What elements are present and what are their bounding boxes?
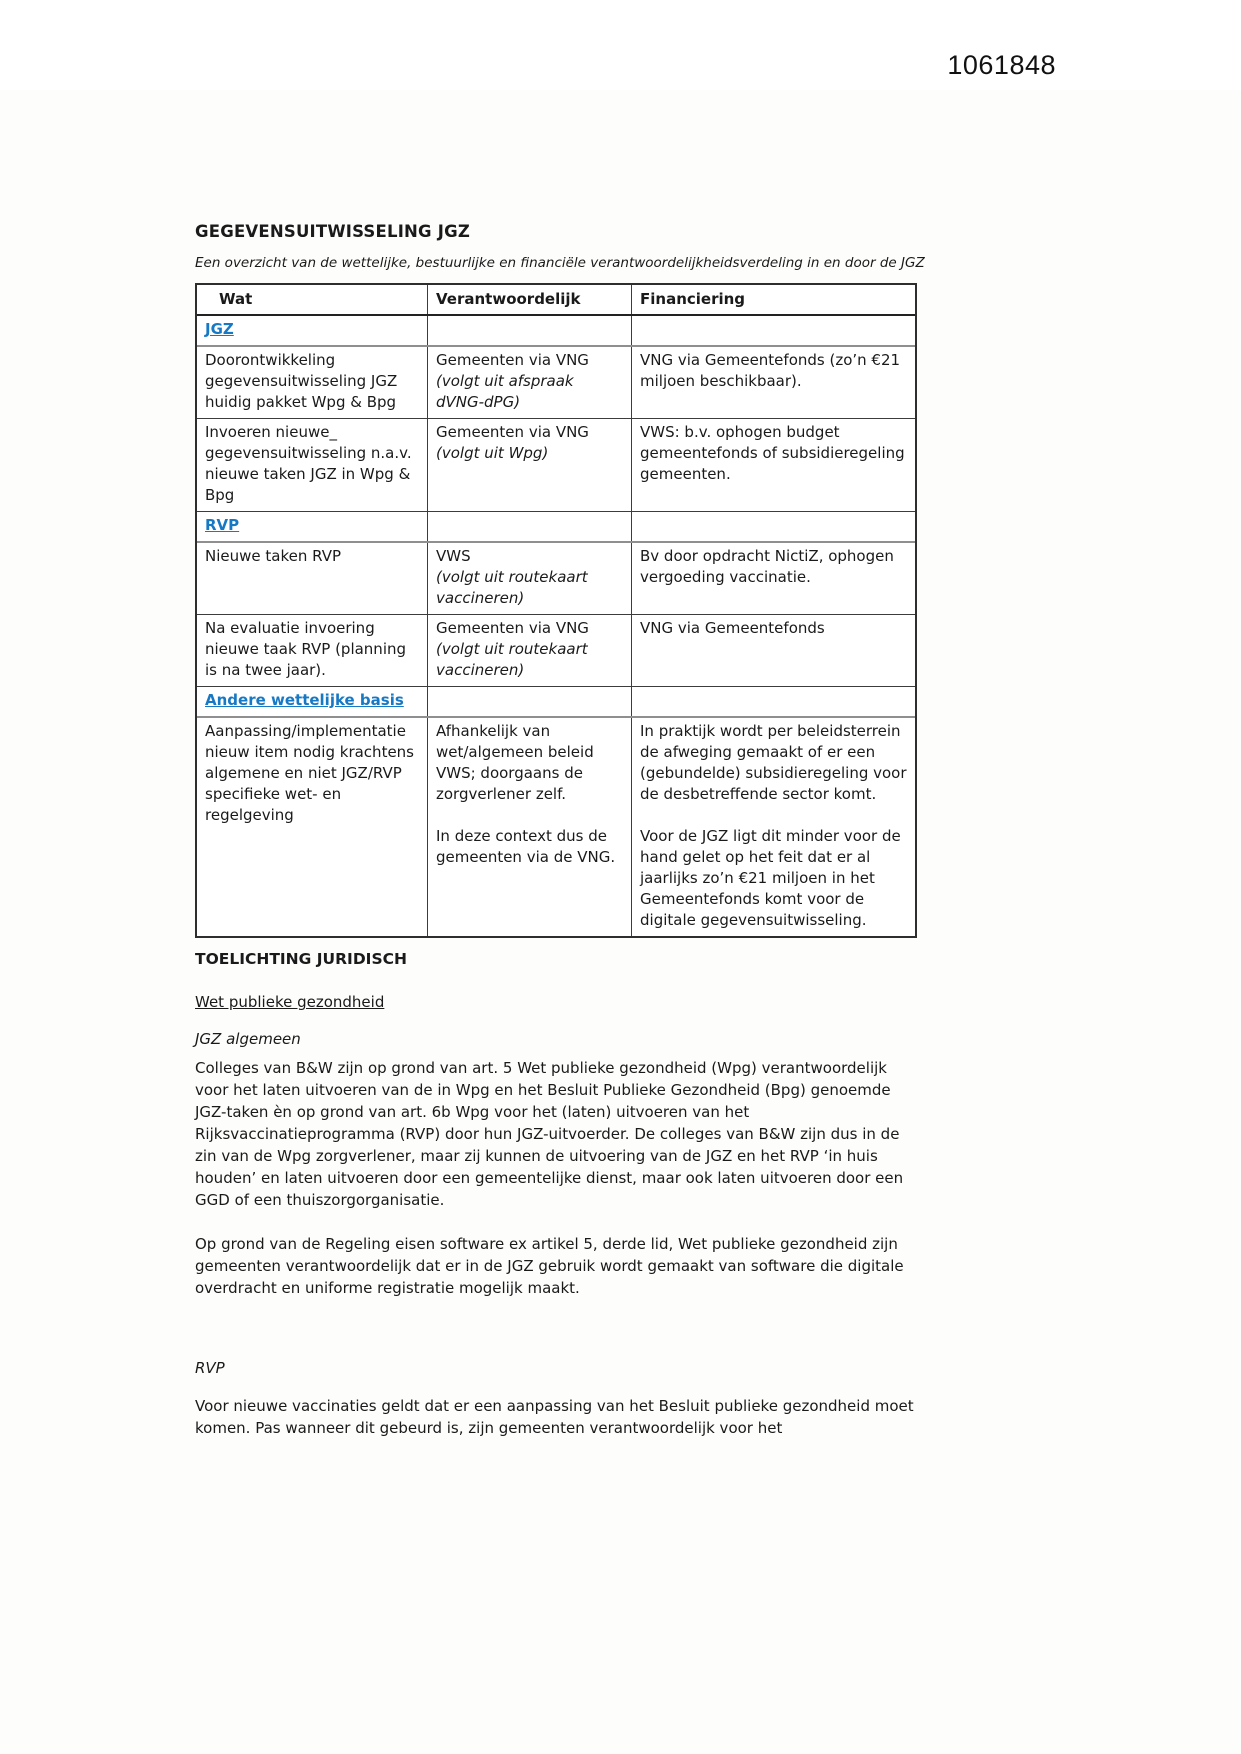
doc-title: GEGEVENSUITWISSELING JGZ [195, 222, 470, 241]
cell-verantwoordelijk [428, 419, 632, 511]
empty-cell [428, 687, 632, 716]
header-wat: Wat [197, 285, 428, 314]
cell-wat: Na evaluatie invoering nieuwe taak RVP (planning is na twee jaar). [197, 615, 428, 686]
responsibilities-table [195, 283, 917, 938]
verantwoordelijk-main: VWS [436, 547, 471, 565]
verantwoordelijk-note: (volgt uit routekaart vaccineren) [436, 640, 588, 679]
wet-publieke-gezondheid-heading: Wet publieke gezondheid [195, 993, 385, 1011]
verantwoordelijk-main: Gemeenten via VNG [436, 619, 589, 637]
paragraph-regeling-software: Op grond van de Regeling eisen software ex artikel 5, derde lid, Wet publieke gezondheid zijn gemeenten verantwoordelijk dat er in de JGZ gebruik wordt gemaakt van software die digitale overdracht en uniforme registratie mogelijk maakt. [195, 1235, 904, 1297]
cell-financiering: VNG via Gemeentefonds [640, 619, 825, 637]
section-row-rvp [197, 512, 915, 543]
table-row [197, 419, 915, 512]
cell-verantwoordelijk [428, 615, 632, 686]
verantwoordelijk-note: (volgt uit afspraak dVNG-dPG) [436, 372, 574, 411]
table-row [197, 615, 915, 687]
cell-wat: Nieuwe taken RVP [197, 543, 428, 614]
cell-financiering: VWS: b.v. ophogen budget gemeentefonds of subsidieregeling gemeenten. [640, 423, 905, 483]
empty-cell [632, 687, 915, 716]
cell-wat: Aanpassing/implementatie nieuw item nodig krachtens algemene en niet JGZ/RVP specifieke wet- en regelgeving [197, 718, 428, 936]
page-number: 1061848 [947, 50, 1056, 80]
section-label: JGZ [205, 320, 234, 338]
table-row [197, 718, 915, 936]
empty-cell [632, 512, 915, 541]
cell-verantwoordelijk [428, 718, 632, 936]
verantwoordelijk-paragraph-2: In deze context dus de gemeenten via de VNG. [436, 827, 616, 866]
cell-wat: Invoeren nieuwe_ gegevensuitwisseling n.a.v. nieuwe taken JGZ in Wpg & Bpg [197, 419, 428, 511]
empty-cell [428, 316, 632, 345]
header-verantwoordelijk: Verantwoordelijk [428, 285, 632, 314]
cell-verantwoordelijk [428, 347, 632, 418]
jgz-algemeen-subheading: JGZ algemeen [195, 1030, 301, 1048]
section-row-jgz [197, 316, 915, 347]
verantwoordelijk-note: (volgt uit routekaart vaccineren) [436, 568, 588, 607]
section-row-andere-wettelijke-basis [197, 687, 915, 718]
paragraph-rvp: Voor nieuwe vaccinaties geldt dat er een aanpassing van het Besluit publieke gezondheid moet komen. Pas wanneer dit gebeurd is, zijn gemeenten verantwoordelijk voor het [195, 1397, 914, 1437]
verantwoordelijk-note: (volgt uit Wpg) [436, 444, 549, 462]
cell-financiering: Bv door opdracht NictiZ, ophogen vergoeding vaccinatie. [640, 547, 894, 586]
empty-cell [632, 316, 915, 345]
cell-wat: Doorontwikkeling gegevensuitwisseling JGZ huidig pakket Wpg & Bpg [197, 347, 428, 418]
table-row [197, 347, 915, 419]
table-row [197, 543, 915, 615]
empty-cell [428, 512, 632, 541]
verantwoordelijk-paragraph-1: Afhankelijk van wet/algemeen beleid VWS; doorgaans de zorgverlener zelf. [436, 722, 594, 803]
doc-subtitle: Een overzicht van de wettelijke, bestuurlijke en financiële verantwoordelijkheidsverdeling in en door de JGZ [195, 255, 925, 271]
cell-financiering: VNG via Gemeentefonds (zo’n €21 miljoen beschikbaar). [640, 351, 901, 390]
toelichting-heading: TOELICHTING JURIDISCH [195, 950, 407, 968]
header-financiering: Financiering [640, 290, 746, 308]
financiering-paragraph-2: Voor de JGZ ligt dit minder voor de hand gelet op het feit dat er al jaarlijks zo’n €21 miljoen in het Gemeentefonds komt voor de digitale gegevensuitwisseling. [640, 827, 901, 929]
section-label: Andere wettelijke basis [205, 691, 404, 709]
financiering-paragraph-1: In praktijk wordt per beleidsterrein de afweging gemaakt of er een (gebundelde) subsidieregeling voor de desbetreffende sector komt. [640, 722, 907, 803]
verantwoordelijk-main: Gemeenten via VNG [436, 351, 589, 369]
rvp-subheading: RVP [195, 1359, 225, 1377]
cell-financiering [632, 718, 915, 936]
paragraph-jgz-algemeen: Colleges van B&W zijn op grond van art. 5 Wet publieke gezondheid (Wpg) verantwoordelijk voor het laten uitvoeren van de in Wpg en het Besluit Publieke Gezondheid (Bpg) genoemde JGZ-taken èn op grond van art. 6b Wpg voor het (laten) uitvoeren van het Rijksvaccinatieprogramma (RVP) door hun JGZ-uitvoerder. De colleges van B&W zijn dus in de zin van de Wpg zorgverlener, maar zij kunnen de uitvoering van de JGZ en het RVP ‘in huis houden’ en laten uitvoeren door een gemeentelijke dienst, maar ook laten uitvoeren door een GGD of een thuiszorgorganisatie. [195, 1059, 904, 1209]
toelichting-section [195, 948, 921, 1461]
verantwoordelijk-main: Gemeenten via VNG [436, 423, 589, 441]
section-label: RVP [205, 516, 240, 534]
table-header-row [197, 285, 915, 316]
cell-verantwoordelijk [428, 543, 632, 614]
